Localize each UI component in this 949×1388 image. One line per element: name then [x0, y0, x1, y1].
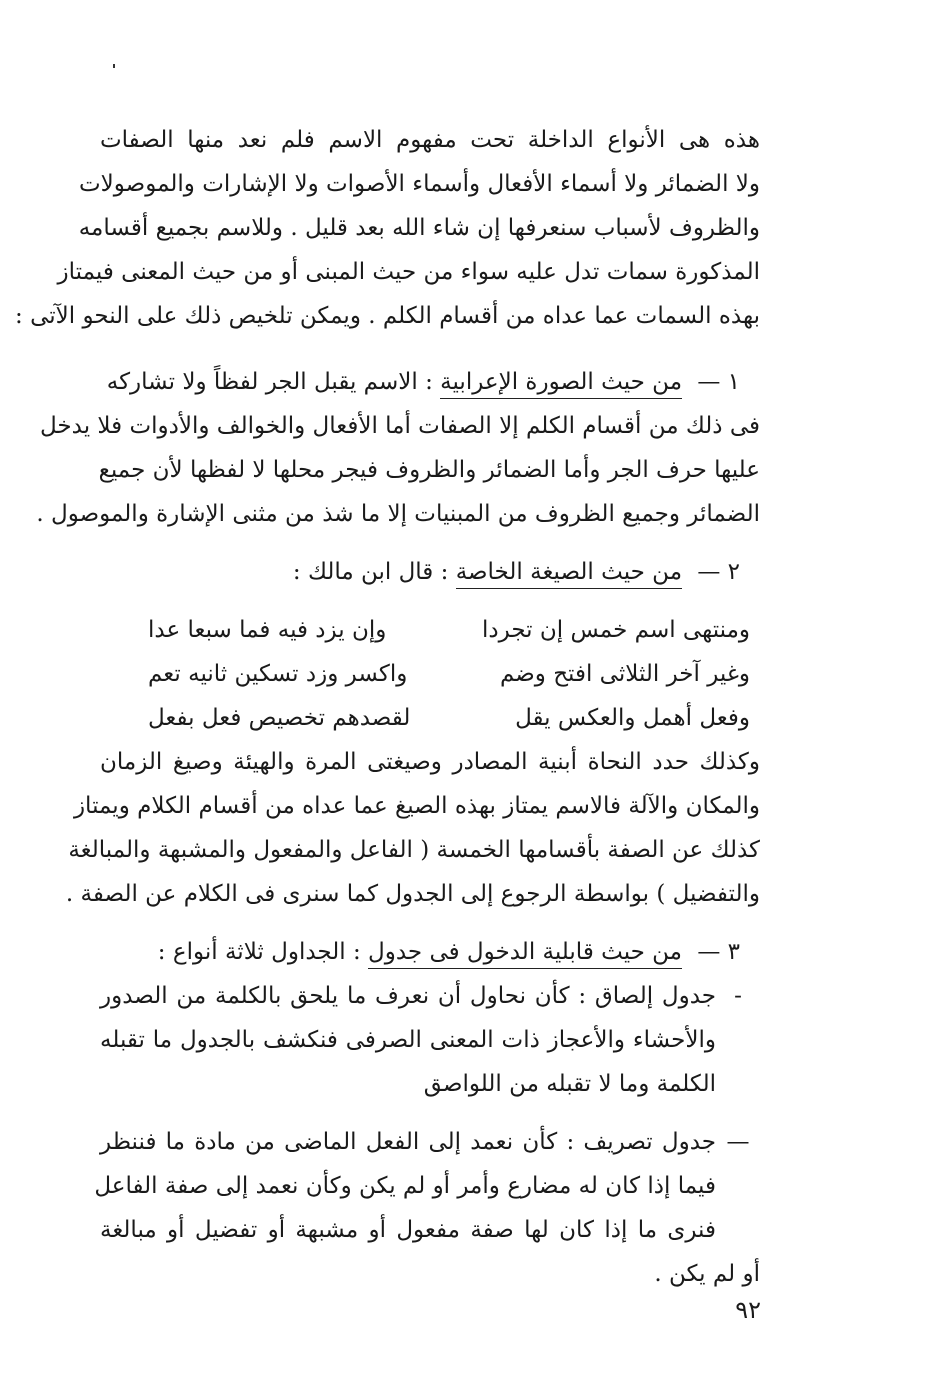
page-number: ٩٢ [735, 1296, 761, 1324]
text-line: والتفضيل ) بواسطة الرجوع إلى الجدول كما سنرى فى الكلام عن الصفة . [65, 881, 760, 907]
text-line: والأحشاء والأعجاز ذات المعنى الصرفى فنكشف بالجدول ما تقبله [100, 1027, 716, 1053]
bullet-body [94, 1120, 716, 1252]
section-1-first-line-rest: : الاسم يقبل الجر لفظاً ولا تشاركه [106, 369, 433, 395]
text-line: المذكورة سمات تدل عليه سواء من حيث المبنى أو من حيث المعنى فيمتاز [57, 259, 760, 285]
intro-paragraph [15, 118, 760, 338]
section-1-heading: من حيث الصورة الإعرابية [440, 367, 682, 399]
verse-first-hemistich: وفعل أهمل والعكس يقل [515, 705, 750, 731]
poem-verse [100, 696, 760, 740]
text-line: بهذه السمات عما عداه من أقسام الكلم . ويمكن تلخيص ذلك على النحو الآتى : [15, 303, 760, 329]
text-line: عليها حرف الجر وأما الضمائر والظروف فيجر محلها لا لفظها لأن جميع [98, 457, 760, 483]
section-3-number: ٣ — [697, 939, 740, 965]
page-body [15, 118, 760, 1296]
verse-first-hemistich: ومنتهى اسم خمس إن تجردا [482, 617, 750, 643]
text-line: كذلك عن الصفة بأقسامها الخمسة ( الفاعل والمفعول والمشبهة والمبالغة [68, 837, 760, 863]
bullet-dash: - [734, 983, 742, 1009]
section-3-first-line [100, 930, 760, 974]
section-1-number: ١ — [697, 369, 740, 395]
poem [100, 608, 760, 740]
section-3-first-line-rest: : الجداول ثلاثة أنواع : [157, 939, 361, 965]
text-line: الضمائر وجميع الظروف من المبنيات إلا ما شذ من مثنى الإشارة والموصول . [36, 501, 760, 527]
verse-second-hemistich: واكسر وزد تسكين ثانيه تعم [148, 661, 408, 687]
poem-verse [100, 652, 760, 696]
section-2 [65, 550, 760, 916]
bullet-item [100, 974, 760, 1106]
bullet-body [100, 974, 716, 1106]
section-1 [36, 360, 760, 536]
verse-second-hemistich: وإن يزد فيه فما سبعا عدا [148, 617, 387, 643]
section-2-number: ٢ — [697, 559, 740, 585]
section-2-heading: من حيث الصيغة الخاصة [456, 557, 682, 589]
text-line: جدول تصريف : كأن نعمد إلى الفعل الماضى من مادة ما فننظر [100, 1129, 716, 1155]
verse-first-hemistich: وغير آخر الثلاثى افتح وضم [499, 661, 750, 687]
text-line: ولا الضمائر ولا أسماء الأفعال وأسماء الأصوات ولا الإشارات والموصولات [79, 171, 760, 197]
text-line: فنرى ما إذا كان لها صفة مفعول أو مشبهة أو تفضيل أو مبالغة [100, 1217, 716, 1243]
section-1-first-line [100, 360, 760, 404]
text-line: جدول إلصاق : كأن نحاول أن نعرف ما يلحق بالكلمة من الصدور [100, 983, 716, 1009]
verse-second-hemistich: لقصدهم تخصيص فعل بفعل [148, 705, 411, 731]
section-2-first-line [100, 550, 760, 594]
stray-mark [113, 64, 115, 68]
text-line: فى ذلك من أقسام الكلم إلا الصفات أما الأفعال والخوالف والأدوات فلا يدخل [40, 413, 760, 439]
section-3 [94, 930, 760, 1296]
text-line: الكلمة وما لا تقبله من اللواصق [423, 1071, 716, 1097]
bullet-item [94, 1120, 760, 1252]
text-line: فيما إذا كان له مضارع وأمر أو لم يكن وكأن نعمد إلى صفة الفاعل [94, 1173, 716, 1199]
text-line: أو لم يكن . [654, 1261, 760, 1287]
text-line: هذه هى الأنواع الداخلة تحت مفهوم الاسم فلم نعد منها الصفات [100, 127, 760, 153]
section-2-first-line-rest: : قال ابن مالك : [292, 559, 449, 585]
poem-verse [100, 608, 760, 652]
text-line: والمكان والآلة فالاسم يمتاز بهذه الصيغ عما عداه من أقسام الكلام ويمتاز [73, 793, 760, 819]
section-3-heading: من حيث قابلية الدخول فى جدول [368, 937, 682, 969]
bullet-dash: — [726, 1129, 750, 1155]
text-line: وكذلك حدد النحاة أبنية المصادر وصيغتى المرة والهيئة وصيغ الزمان [100, 749, 760, 775]
text-line: والظروف لأسباب سنعرفها إن شاء الله بعد قليل . وللاسم بجميع أقسامه [78, 215, 760, 241]
